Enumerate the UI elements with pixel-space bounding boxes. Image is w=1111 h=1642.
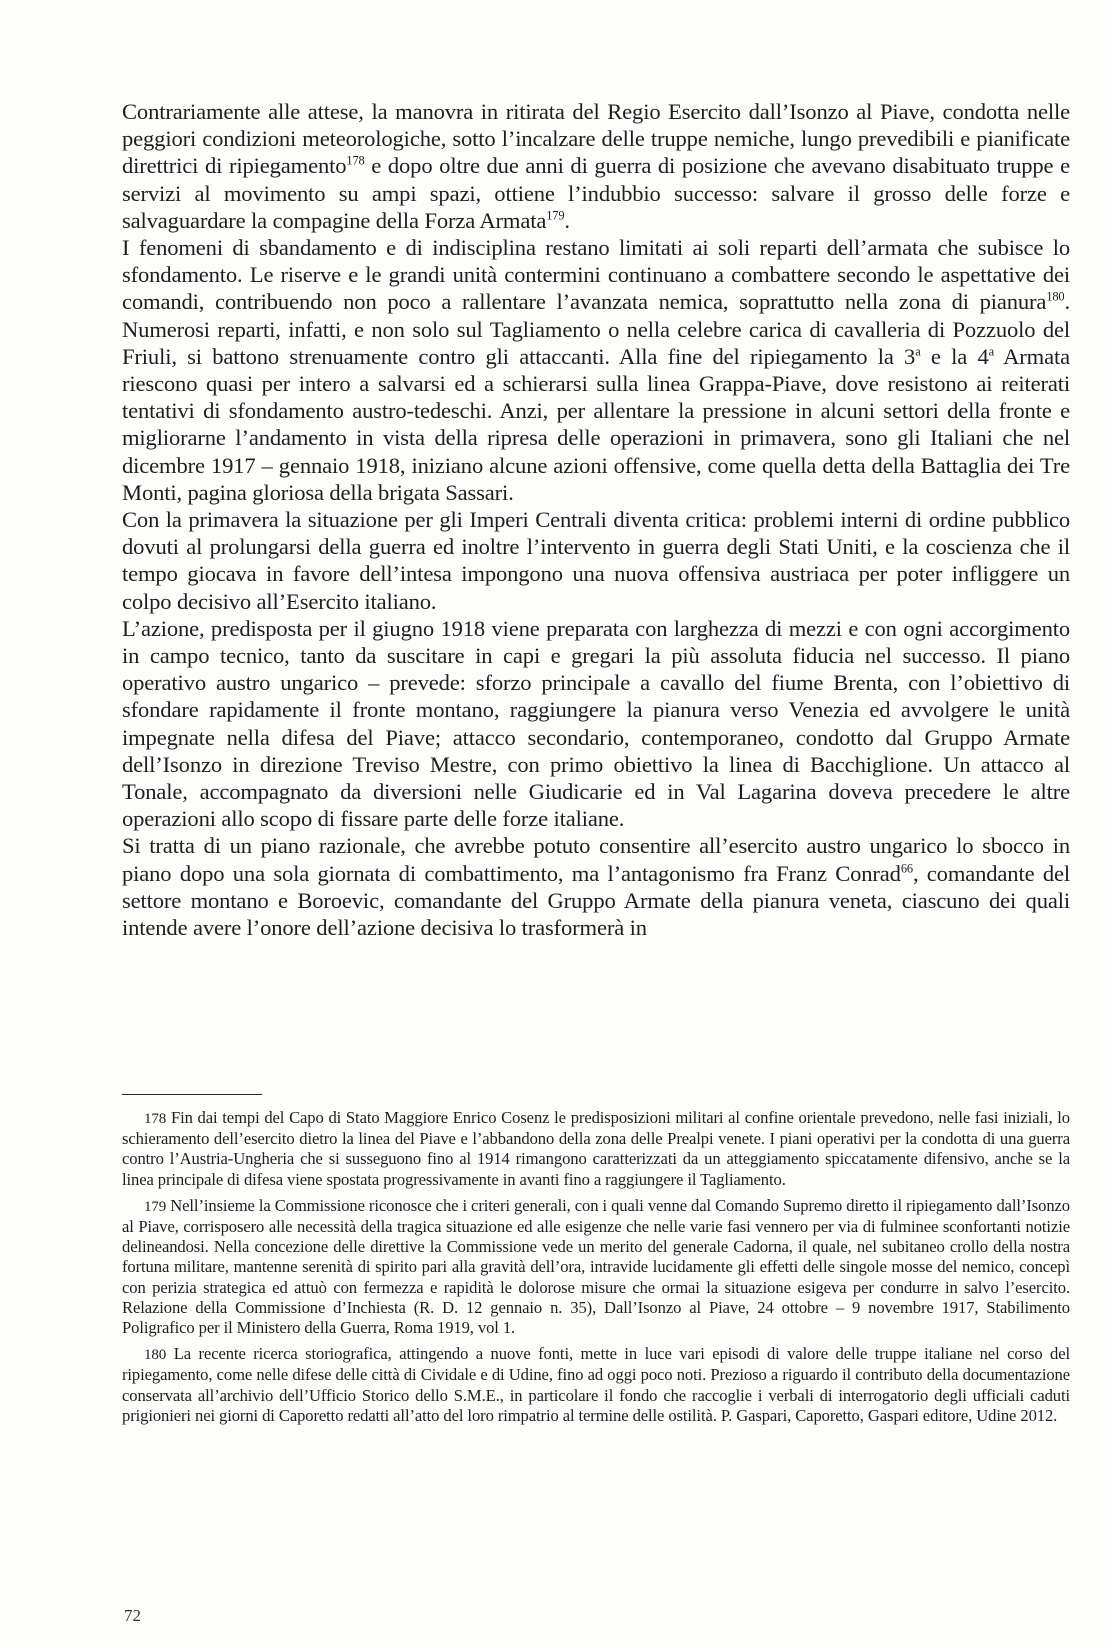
- footnote-ref-178[interactable]: 178: [346, 153, 365, 168]
- page-number: 72: [124, 1606, 141, 1625]
- ordinal-superscript: a: [915, 344, 921, 359]
- footnote-number: 179: [144, 1198, 167, 1215]
- main-text: [122, 98, 1070, 941]
- footnotes: [122, 1108, 1070, 1432]
- footnote-number: 178: [144, 1111, 167, 1127]
- paragraph-2: I fenomeni di sbandamento e di indisciplina restano limitati ai soli reparti dell’armata che subisce lo sfondamento. Le riserve e le grandi unità contermini continuano a combattere secondo le aspettative dei comandi, contribuendo non poco a rallentare l’avanzata nemica, soprattutto nella zona di pianura$^{180}$. Numerosi reparti, infatti, e non solo sul Tagliamento o nella celebre carica di cavalleria di Pozzuolo del Friuli, si battono strenuamente contro gli attaccanti. Alla fine del ripiegamento la 3$^a$ e la 4$^a$ Armata riescono quasi per intero a salvarsi ed a schierarsi sulla linea Grappa-Piave, dove resistono ai reiterati tentativi di sfondamento austro-tedeschi. Anzi, per allentare la pressione in alcuni settori della fronte e migliorarne l’andamento in vista della ripresa delle operazioni in primavera, sono gli Italiani che nel dicembre 1917 – gennaio 1918, iniziano alcune azioni offensive, come quella detta della Battaglia dei Tre Monti, pagina gloriosa della brigata Sassari.: [122, 235, 1070, 505]
- paragraph-3: Con la primavera la situazione per gli Imperi Centrali diventa critica: problemi interni di ordine pubblico dovuti al prolungarsi della guerra ed inoltre l’intervento in guerra degli Stati Uniti, e la coscienza che il tempo giocava in favore dell’intesa impongono una nuova offensiva austriaca per poter infliggere un colpo decisivo all’Esercito italiano.: [122, 507, 1070, 614]
- footnote-number: 180: [144, 1347, 167, 1364]
- footnote-180: 180 La recente ricerca storiografica, attingendo a nuove fonti, mette in luce vari episodi di valore delle truppe italiane nel corso del ripiegamento, come nelle difese delle città di Cividale e di Udine, fino ad oggi poco noti. Prezioso a riguardo il contributo della documentazione conservata all’archivio dell’Ufficio Storico dello S.M.E., in particolare il fondo che raccoglie i verbali di interrogatorio degli ufficiali caduti prigionieri nei giorni di Caporetto redatti all’atto del loro rimpatrio al termine delle ostilità. P. Gaspari, Caporetto, Gaspari editore, Udine 2012.: [122, 1344, 1070, 1425]
- paragraph-5: Si tratta di un piano razionale, che avrebbe potuto consentire all’esercito austro ungarico lo sbocco in piano dopo una sola giornata di combattimento, ma l’antagonismo fra Franz Conrad$^{66}$, comandante del settore montano e Boroevic, comandante del Gruppo Armate della pianura veneta, ciascuno dei quali intende avere l’onore dell’azione decisiva lo trasformerà in: [122, 833, 1070, 941]
- paragraph-4: L’azione, predisposta per il giugno 1918 viene preparata con larghezza di mezzi e con ogni accorgimento in campo tecnico, tanto da suscitare in capi e gregari la più assoluta fiducia nel successo. Il piano operativo austro ungarico – prevede: sforzo principale a cavallo del fiume Brenta, con l’obiettivo di sfondare rapidamente il fronte montano, raggiungere la pianura verso Venezia ed avvolgere le unità impegnate nella difesa del Piave; attacco secondario, contemporaneo, condotto dal Gruppo Armate dell’Isonzo in direzione Treviso Mestre, con primo obiettivo la linea di Bacchiglione. Un attacco al Tonale, accompagnato da diversioni nelle Giudicarie ed in Val Lagarina doveva precedere le altre operazioni allo scopo di fissare parte delle forze italiane.: [122, 615, 1070, 832]
- footnote-178: 178 Fin dai tempi del Capo di Stato Maggiore Enrico Cosenz le predisposizioni militari al confine orientale prevedono, nelle fasi iniziali, lo schieramento dell’esercito dietro la linea del Piave e l’abbandono della zona delle Prealpi venete. I piani operativi per la condotta di una guerra contro l’Austria-Ungheria che si susseguono fino al 1914 rimangono caratterizzati da un atteggiamento spiccatamente difensivo, anche se la linea principale di difesa viene spostata progressivamente in avanti fino a raggiungere il Tagliamento.: [122, 1108, 1070, 1189]
- footnote-179: 179 Nell’insieme la Commissione riconosce che i criteri generali, con i quali venne dal Comando Supremo diretto il ripiegamento dall’Isonzo al Piave, corrisposero alle necessità della tragica situazione ed alle esigenze che nelle varie fasi vennero per via di fulminee sconfortanti notizie delineandosi. Nella concezione delle direttive la Commissione vede un merito del generale Cadorna, il quale, nel subitaneo crollo della nostra fortuna militare, mantenne serenità di spirito pari alla gravità dell’ora, intravide lucidamente gli effetti delle singole mosse del nemico, concepì con perizia strategica ed attuò con fermezza e rapidità le dolorose misure che ormai la situazione esigeva per condurre in salvo l’esercito. Relazione della Commissione d’Inchiesta (R. D. 12 gennaio n. 35), Dall’Isonzo al Piave, 24 ottobre – 9 novembre 1917, Stabilimento Poligrafico per il Ministero della Guerra, Roma 1919, vol 1.: [122, 1195, 1070, 1338]
- footnote-ref-180[interactable]: 180: [1046, 289, 1065, 304]
- footnote-ref-66[interactable]: 66: [900, 861, 913, 876]
- paragraph-1: Contrariamente alle attese, la manovra in ritirata del Regio Esercito dall’Isonzo al Piave, condotta nelle peggiori condizioni meteorologiche, sotto l’incalzare delle truppe nemiche, lungo prevedibili e pianificate direttrici di ripiegamento$^{178}$ e dopo oltre due anni di guerra di posizione che avevano disabituato truppe e servizi al movimento su ampi spazi, ottiene l’indubbio successo: salvare il grosso delle forze e salvaguardare la compagine della Forza Armata$^{179}$.: [122, 99, 1070, 233]
- footnote-ref-179[interactable]: 179: [546, 208, 565, 223]
- ordinal-superscript: a: [988, 344, 995, 359]
- footnote-separator: [122, 1094, 262, 1095]
